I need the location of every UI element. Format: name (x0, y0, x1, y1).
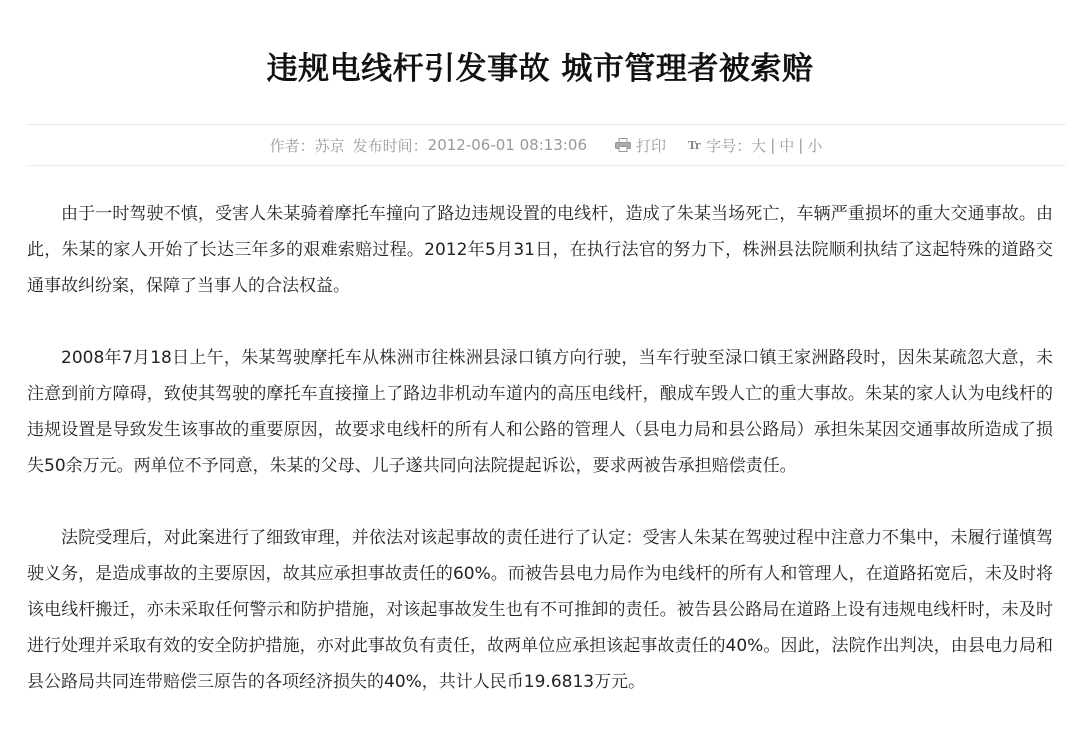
separator: | (798, 136, 804, 154)
print-label: 打印 (635, 136, 666, 155)
author-info (270, 135, 345, 156)
font-size-controls (688, 135, 822, 156)
print-icon (615, 138, 631, 152)
article-paragraph: 由于一时驾驶不慎，受害人朱某骑着摩托车撞向了路边违规设置的电线杆，造成了朱某当场死亡，车辆严重损坏的重大交通事故。由此，朱某的家人开始了长达三年多的艰难索赔过程。2012年5月31日，在执行法官的努力下，株洲县法院顺利执结了这起特殊的道路交通事故纠纷案，保障了当事人的合法权益。 (27, 204, 1053, 296)
separator: | (770, 136, 776, 154)
article-title: 违规电线杆引发事故 城市管理者被索赔 (266, 50, 814, 87)
publish-info (353, 135, 587, 156)
font-size-small-button[interactable]: 小 (807, 136, 823, 155)
article-paragraph: 2008年7月18日上午，朱某驾驶摩托车从株洲市往株洲县渌口镇方向行驶，当车行驶至渌口镇王家洲路段时，因朱某疏忽大意，未注意到前方障碍，致使其驾驶的摩托车直接撞上了路边非机动车道内的高压电线杆，酿成车毁人亡的重大事故。朱某的家人认为电线杆的违规设置是导致发生该事故的重要原因，故要求电线杆的所有人和公路的管理人（县电力局和县公路局）承担朱某因交通事故所造成了损失50余万元。两单位不予同意，朱某的父母、儿子遂共同向法院提起诉讼，要求两被告承担赔偿责任。 (27, 348, 1053, 476)
font-size-medium-button[interactable]: 中 (779, 136, 795, 155)
author-label: 作者： (269, 136, 315, 155)
font-size-large-button[interactable]: 大 (751, 136, 767, 155)
font-size-label: 字号： (706, 136, 752, 155)
publish-time: 2012-06-01 08:13:06 (427, 136, 587, 154)
publish-label: 发布时间： (352, 136, 428, 155)
article-paragraph: 法院受理后，对此案进行了细致审理，并依法对该起事故的责任进行了认定：受害人朱某在驾驶过程中注意力不集中，未履行谨慎驾驶义务，是造成事故的主要原因，故其应承担事故责任的60%。而被告县电力局作为电线杆的所有人和管理人，在道路拓宽后，未及时将该电线杆搬迁，亦未采取任何警示和防护措施，对该起事故发生也有不可推卸的责任。被告县公路局在道路上设有违规电线杆时，未及时进行处理并采取有效的安全防护措施，亦对此事故负有责任，故两单位应承担该起事故责任的40%。因此，法院作出判决，由县电力局和县公路局共同连带赔偿三原告的各项经济损失的40%，共计人民币19.6813万元。 (27, 528, 1053, 692)
author-name: 苏京 (314, 136, 345, 155)
print-button[interactable] (615, 135, 666, 156)
text-size-icon: Tr (688, 138, 701, 152)
article-meta-bar (26, 124, 1066, 166)
article-body (27, 196, 1053, 736)
